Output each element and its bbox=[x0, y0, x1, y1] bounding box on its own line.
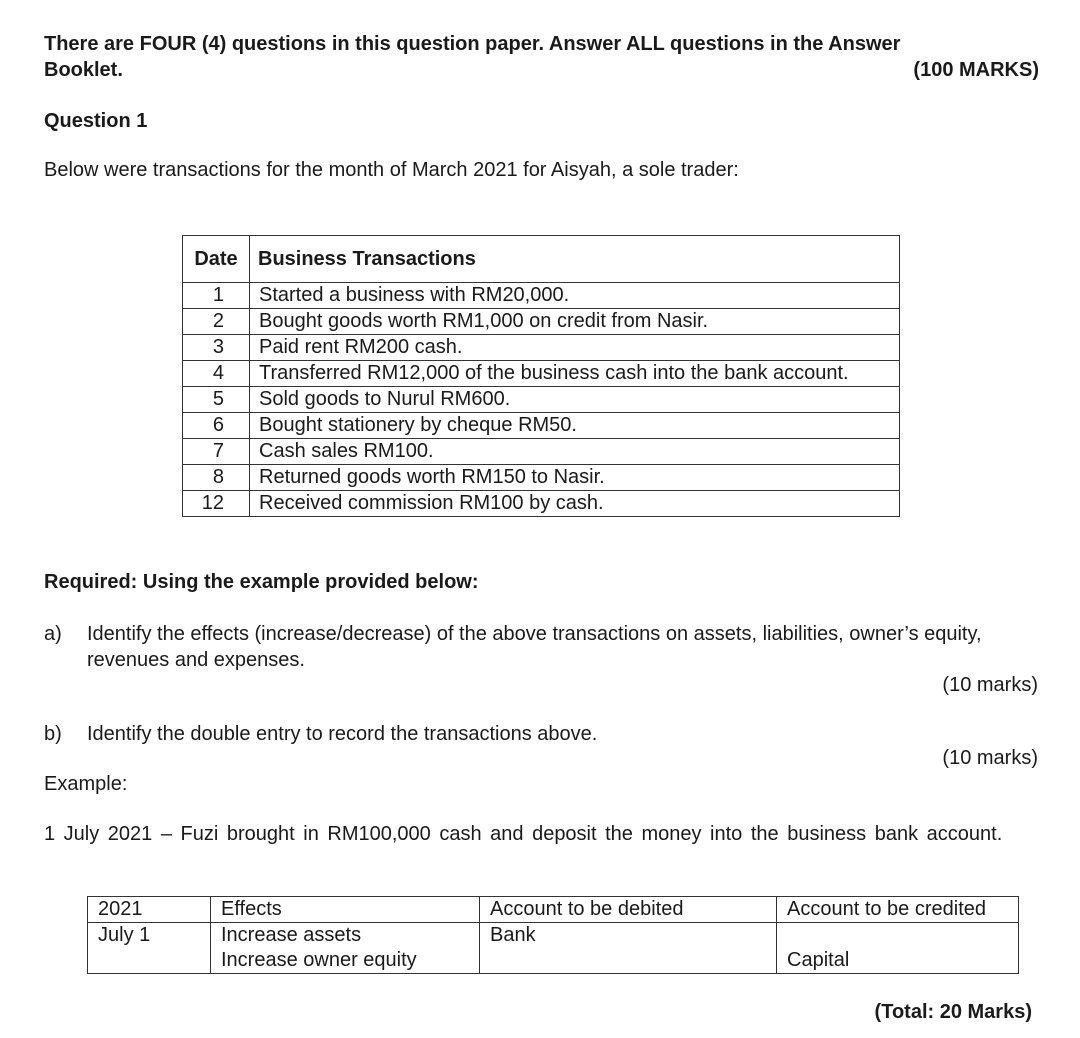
part-b-text: Identify the double entry to record the transactions above. bbox=[87, 723, 598, 745]
instructions bbox=[44, 31, 1039, 83]
table-row bbox=[183, 491, 900, 517]
row-date: 3 bbox=[183, 335, 250, 361]
instructions-line-1: There are FOUR (4) questions in this question paper. Answer ALL questions in the Answer bbox=[44, 33, 901, 55]
part-a-label: a) bbox=[44, 623, 62, 645]
date-column-header: Date bbox=[183, 236, 250, 283]
part-a bbox=[44, 621, 1039, 673]
example-credit: Capital bbox=[777, 923, 1019, 974]
table-header-row bbox=[183, 236, 900, 283]
part-a-marks: (10 marks) bbox=[942, 674, 1038, 696]
question-intro: Below were transactions for the month of March 2021 for Aisyah, a sole trader: bbox=[44, 159, 739, 181]
example-effects-header: Effects bbox=[211, 897, 480, 923]
example-row bbox=[88, 923, 1019, 974]
row-transaction: Received commission RM100 by cash. bbox=[250, 491, 900, 517]
table-row bbox=[183, 387, 900, 413]
table-row bbox=[183, 439, 900, 465]
example-year-header: 2021 bbox=[88, 897, 211, 923]
total-marks: (100 MARKS) bbox=[913, 59, 1039, 81]
question-heading: Question 1 bbox=[44, 110, 148, 132]
transactions-column-header: Business Transactions bbox=[250, 236, 900, 283]
row-date: 7 bbox=[183, 439, 250, 465]
transactions-table bbox=[182, 235, 900, 517]
row-date: 4 bbox=[183, 361, 250, 387]
instructions-line-2: Booklet. bbox=[44, 59, 123, 81]
example-table bbox=[87, 896, 1019, 974]
table-row bbox=[183, 361, 900, 387]
required-heading: Required: Using the example provided below: bbox=[44, 571, 479, 593]
row-transaction: Bought stationery by cheque RM50. bbox=[250, 413, 900, 439]
row-transaction: Sold goods to Nurul RM600. bbox=[250, 387, 900, 413]
part-b bbox=[44, 721, 597, 747]
example-debit: Bank bbox=[480, 923, 777, 974]
part-b-label: b) bbox=[44, 723, 62, 745]
table-row bbox=[183, 283, 900, 309]
example-effect-1: Increase assets bbox=[221, 924, 362, 946]
row-transaction: Transferred RM12,000 of the business cash into the bank account. bbox=[250, 361, 900, 387]
row-date: 12 bbox=[183, 491, 250, 517]
question-total-marks: (Total: 20 Marks) bbox=[874, 1001, 1032, 1023]
example-date: July 1 bbox=[88, 923, 211, 974]
row-date: 5 bbox=[183, 387, 250, 413]
table-row bbox=[183, 413, 900, 439]
example-effects bbox=[211, 923, 480, 974]
example-credit-header: Account to be credited bbox=[777, 897, 1019, 923]
example-debit-header: Account to be debited bbox=[480, 897, 777, 923]
table-row bbox=[183, 309, 900, 335]
instructions-line-2-row bbox=[44, 57, 1039, 83]
row-transaction: Returned goods worth RM150 to Nasir. bbox=[250, 465, 900, 491]
row-transaction: Cash sales RM100. bbox=[250, 439, 900, 465]
row-transaction: Paid rent RM200 cash. bbox=[250, 335, 900, 361]
row-transaction: Started a business with RM20,000. bbox=[250, 283, 900, 309]
example-header-row bbox=[88, 897, 1019, 923]
table-row bbox=[183, 465, 900, 491]
row-date: 1 bbox=[183, 283, 250, 309]
example-effect-2: Increase owner equity bbox=[221, 949, 417, 971]
table-row bbox=[183, 335, 900, 361]
row-transaction: Bought goods worth RM1,000 on credit from Nasir. bbox=[250, 309, 900, 335]
row-date: 2 bbox=[183, 309, 250, 335]
part-a-text: Identify the effects (increase/decrease) of the above transactions on assets, liabilities, owner’s equity, revenues and expenses. bbox=[87, 623, 982, 671]
row-date: 8 bbox=[183, 465, 250, 491]
row-date: 6 bbox=[183, 413, 250, 439]
part-b-marks: (10 marks) bbox=[942, 747, 1038, 769]
example-label: Example: bbox=[44, 773, 128, 795]
example-text: 1 July 2021 – Fuzi brought in RM100,000 cash and deposit the money into the business bank account. bbox=[44, 823, 1003, 845]
